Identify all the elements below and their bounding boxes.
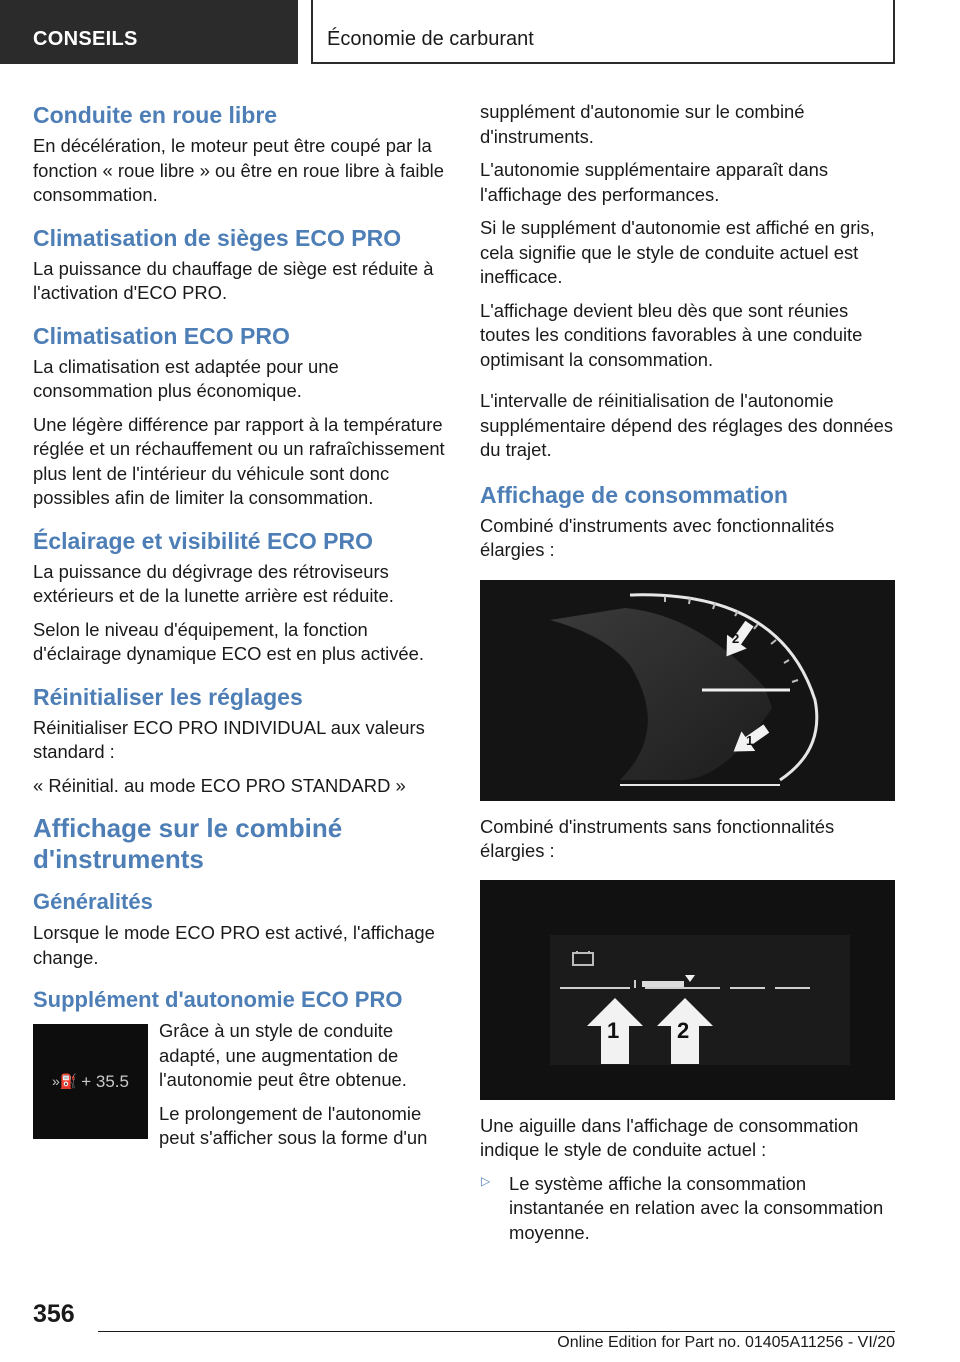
- heading-supplement-autonomie: Supplément d'autonomie ECO PRO: [33, 987, 403, 1012]
- text-reinitialiser-2: « Réinitial. au mode ECO PRO STANDARD »: [33, 774, 406, 796]
- left-column: [33, 100, 448, 1149]
- text-supplement-1: Grâce à un style de conduite adapté, une augmentation de l'autonomie peut être obtenue.: [159, 1020, 407, 1090]
- text-eclairage-2: Selon le niveau d'équipement, la fonction d'éclairage dynamique ECO est en plus activée.: [33, 618, 424, 664]
- section-generalites: [33, 887, 448, 970]
- gauge-label-1: 1: [746, 732, 754, 748]
- bar-label-1: 1: [607, 1017, 620, 1043]
- text-supplement-2: Le prolongement de l'autonomie peut s'afficher sous la forme d'un: [159, 1102, 428, 1148]
- text-generalites: Lorsque le mode ECO PRO est activé, l'affichage change.: [33, 922, 435, 968]
- heading-climatisation: Climatisation ECO PRO: [33, 322, 290, 349]
- chapter-label: Économie de carburant: [327, 28, 534, 50]
- consumption-bar-graphic: [480, 880, 895, 1100]
- section-roue-libre: [33, 100, 448, 208]
- section-eclairage: [33, 526, 448, 667]
- heading-affichage-combine: Affichage sur le combiné d'instruments: [33, 813, 343, 874]
- section-reinitialiser: [33, 682, 448, 799]
- text-right-3: Si le supplément d'autonomie est affiché en gris, cela signifie que le style de conduite actuel est inefficace.: [480, 217, 875, 287]
- text-roue-libre: En décélération, le moteur peut être coupé par la fonction « roue libre » ou être en roue libre à faible consommation.: [33, 135, 444, 205]
- text-right-1: supplément d'autonomie sur le combiné d'instruments.: [480, 101, 805, 147]
- text-climatisation-2: Une légère différence par rapport à la température réglée et un réchauffement ou un rafraîchissement plus lent de l'intérieur du véhicule sont donc possibles afin de limiter la consommation.: [33, 413, 445, 508]
- bullet-triangle-icon: ▷: [481, 1173, 491, 1188]
- consumption-bar-image: [480, 880, 895, 1100]
- heading-reinitialiser: Réinitialiser les réglages: [33, 683, 303, 710]
- footer-divider: [98, 1331, 895, 1332]
- heading-sieges: Climatisation de sièges ECO PRO: [33, 224, 402, 251]
- consumption-indicator: [642, 981, 684, 987]
- section-label: CONSEILS: [33, 28, 138, 50]
- display-panel: [550, 935, 850, 1065]
- gauge-label-2: 2: [732, 630, 740, 646]
- fuel-pump-icon: »⛽: [52, 1073, 78, 1089]
- section-tab: [0, 0, 298, 64]
- text-climatisation-1: La climatisation est adaptée pour une consommation plus économique.: [33, 355, 339, 401]
- text-right-5: L'intervalle de réinitialisation de l'autonomie supplémentaire dépend des réglages des données du trajet.: [480, 390, 894, 460]
- text-eclairage-1: La puissance du dégivrage des rétroviseurs extérieurs et de la lunette arrière est réduite.: [33, 560, 394, 606]
- bullet-item: [480, 1172, 895, 1246]
- text-right-2: L'autonomie supplémentaire apparaît dans l'affichage des performances.: [480, 159, 829, 205]
- eco-range-value: + 35.5: [81, 1071, 129, 1091]
- right-column: [480, 100, 895, 1254]
- bullet-text: Le système affiche la consommation instantanée en relation avec la consommation moyenne.: [509, 1172, 884, 1243]
- eco-range-thumbnail: [33, 1024, 148, 1139]
- section-climatisation: [33, 321, 448, 511]
- heading-eclairage: Éclairage et visibilité ECO PRO: [33, 527, 374, 554]
- text-sieges: La puissance du chauffage de siège est réduite à l'activation d'ECO PRO.: [33, 257, 434, 303]
- text-combine-elargies: Combiné d'instruments avec fonctionnalités élargies :: [480, 514, 835, 560]
- text-reinitialiser-1: Réinitialiser ECO PRO INDIVIDUAL aux valeurs standard :: [33, 716, 425, 762]
- footer-edition: Online Edition for Part no. 01405A11256 - VI/20: [557, 1334, 895, 1351]
- chapter-tab: [311, 0, 895, 64]
- section-sieges: [33, 223, 448, 306]
- page-number: 356: [33, 1300, 75, 1328]
- text-combine-sans-elargies: Combiné d'instruments sans fonctionnalités élargies :: [480, 815, 835, 861]
- eco-row: [33, 1019, 448, 1149]
- heading-roue-libre: Conduite en roue libre: [33, 102, 278, 128]
- section-supplement-autonomie: [33, 985, 448, 1149]
- heading-affichage-consommation: Affichage de consommation: [480, 481, 788, 508]
- text-right-4: L'affichage devient bleu dès que sont réunies toutes les conditions favorables à une conduite optimisant la consommation.: [480, 299, 863, 370]
- bar-label-2: 2: [677, 1017, 690, 1043]
- text-aiguille: Une aiguille dans l'affichage de consommation indique le style de conduite actuel :: [480, 1114, 859, 1160]
- gauge-image-extended: [480, 580, 895, 801]
- heading-generalites: Généralités: [33, 889, 153, 914]
- eco-text: [159, 1019, 449, 1160]
- gauge-graphic: [480, 580, 895, 801]
